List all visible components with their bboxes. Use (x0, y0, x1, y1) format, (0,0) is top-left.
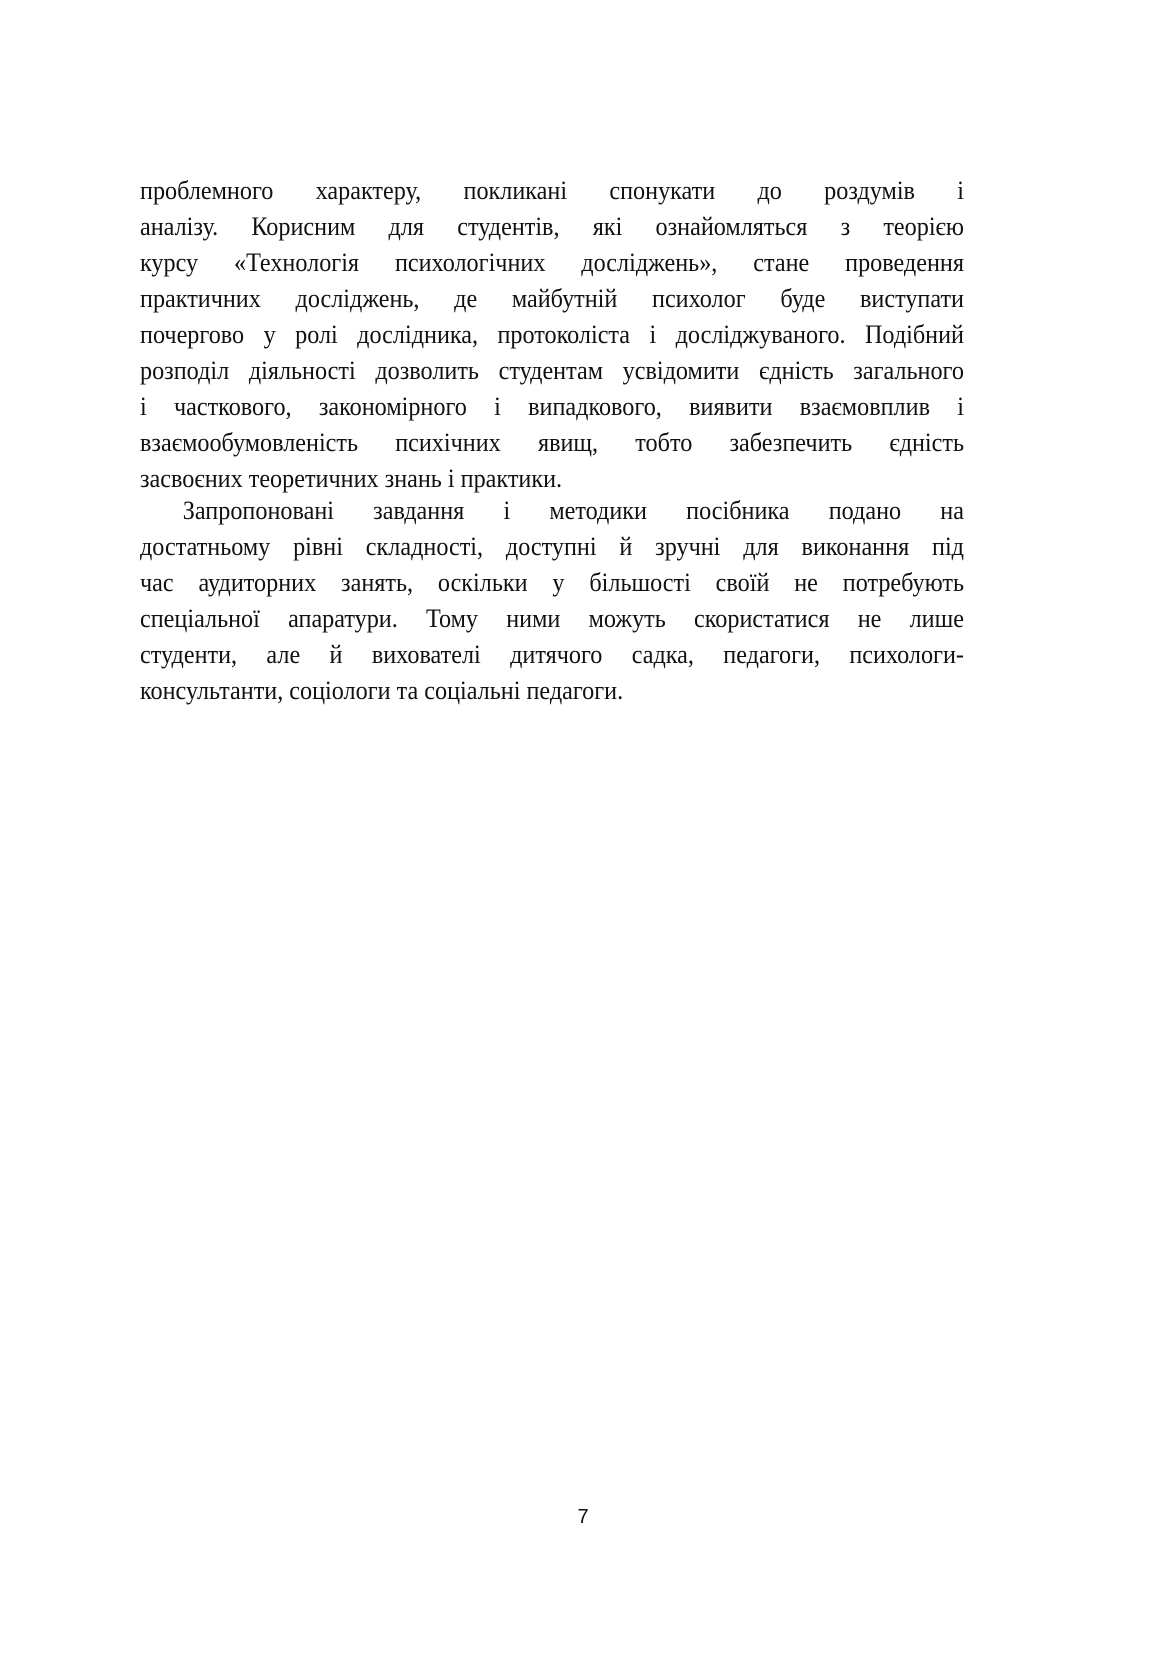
paragraph-line: консультанти, соціологи та соціальні педагоги. (140, 676, 624, 705)
paragraph-line: почергово у ролі дослідника, протоколіста і досліджуваного. Подібний (140, 320, 964, 349)
paragraph-line: засвоєних теоретичних знань і практики. (140, 464, 563, 493)
paragraph-line: курсу «Технологія психологічних досліджень», стане проведення (140, 248, 964, 277)
page-number: 7 (577, 1506, 589, 1528)
paragraph-line: взаємообумовленість психічних явищ, тобто забезпечить єдність (140, 428, 964, 457)
paragraph-line: проблемного характеру, покликані спонукати до роздумів і (140, 176, 964, 205)
paragraph-1 (140, 173, 964, 497)
paragraph-line: студенти, але й вихователі дитячого садка, педагоги, психологи- (140, 640, 964, 669)
paragraph-line: час аудиторних занять, оскільки у більшості своїй не потребують (140, 568, 964, 597)
paragraph-line: аналізу. Корисним для студентів, які ознайомляться з теорією (140, 212, 964, 241)
paragraph-line: достатньому рівні складності, доступні й зручні для виконання під (140, 532, 964, 561)
paragraph-line: Запропоновані завдання і методики посібника подано на (182, 496, 964, 525)
paragraph-line: розподіл діяльності дозволить студентам усвідомити єдність загального (140, 356, 964, 385)
paragraph-line: спеціальної апаратури. Тому ними можуть скористатися не лише (140, 604, 964, 633)
paragraph-line: і часткового, закономірного і випадкового, виявити взаємовплив і (140, 392, 964, 421)
paragraph-line: практичних досліджень, де майбутній психолог буде виступати (140, 284, 964, 313)
paragraph-2 (140, 493, 964, 709)
